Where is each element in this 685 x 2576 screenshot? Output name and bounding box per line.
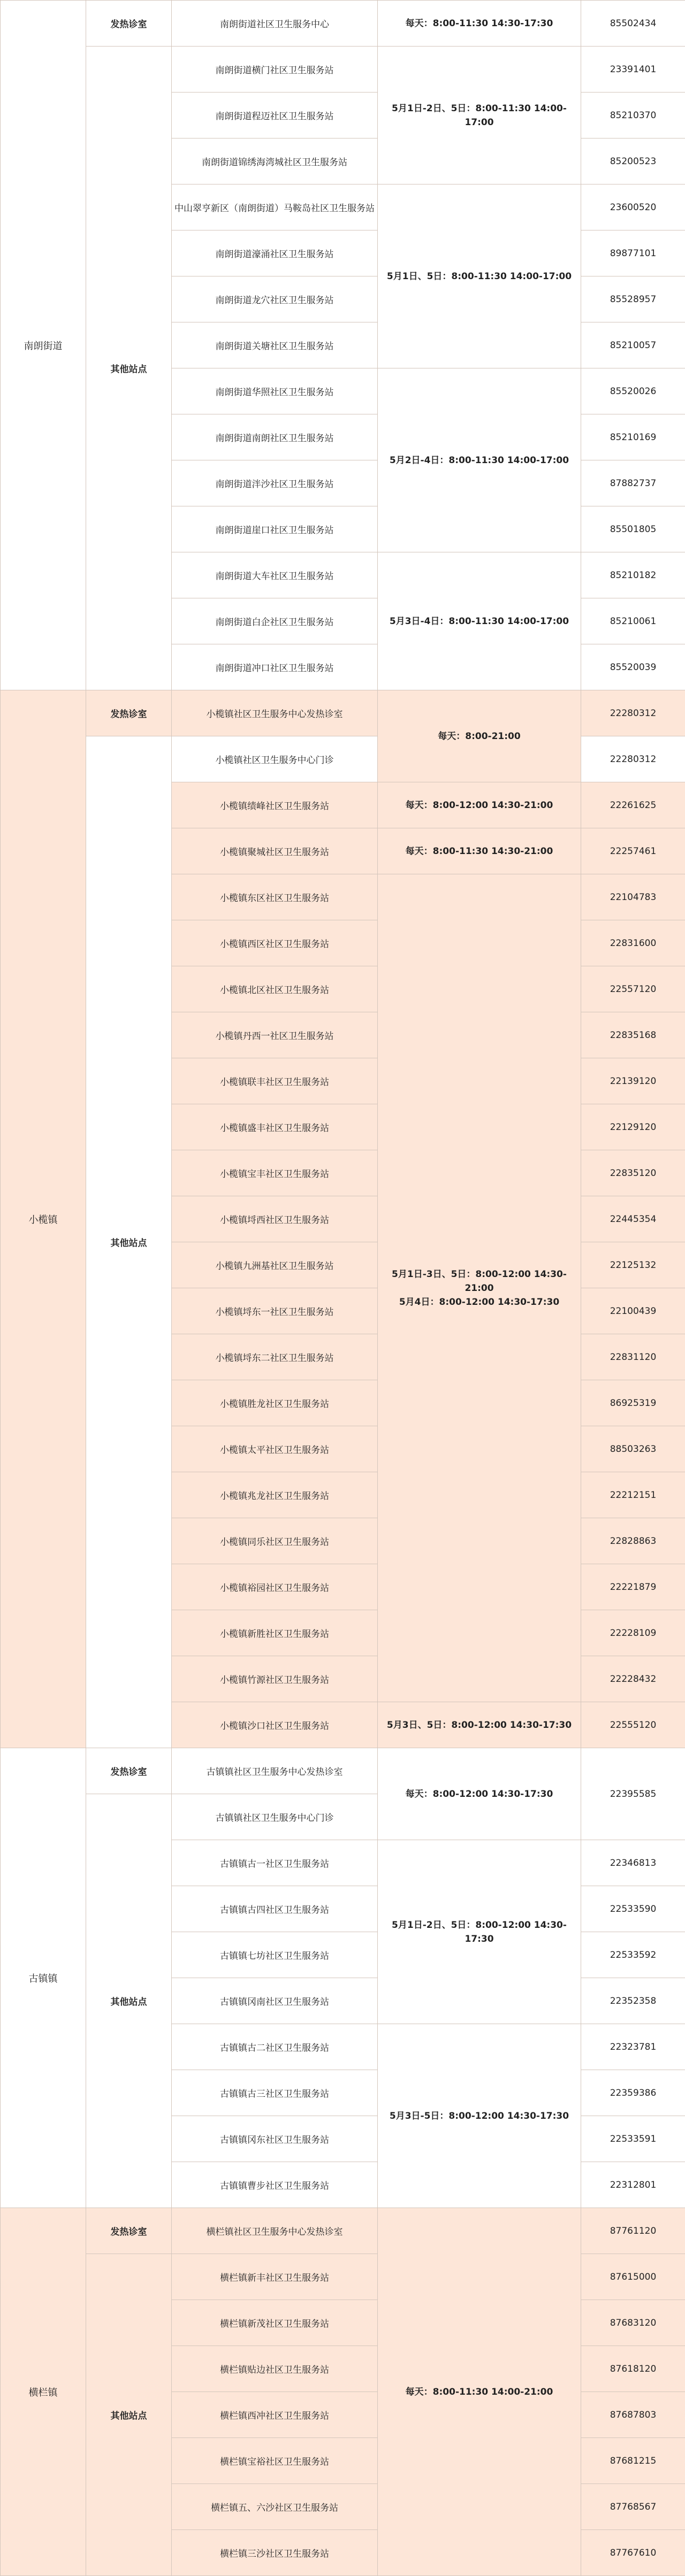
site-name: 小榄镇埒东一社区卫生服务站 <box>172 1288 378 1334</box>
site-name: 南朗街道冲口社区卫生服务站 <box>172 644 378 690</box>
site-name: 古镇镇七坊社区卫生服务站 <box>172 1932 378 1978</box>
phone-number: 22228109 <box>581 1610 685 1656</box>
site-name: 中山翠亨新区（南朗街道）马鞍岛社区卫生服务站 <box>172 184 378 230</box>
site-name: 横栏镇新丰社区卫生服务站 <box>172 2254 378 2300</box>
phone-number: 87882737 <box>581 460 685 506</box>
site-name: 横栏镇三沙社区卫生服务站 <box>172 2530 378 2576</box>
phone-number: 22280312 <box>581 690 685 736</box>
phone-number: 22533590 <box>581 1886 685 1932</box>
site-name: 南朗街道濠涌社区卫生服务站 <box>172 230 378 276</box>
phone-number: 85210182 <box>581 552 685 598</box>
phone-number: 85520039 <box>581 644 685 690</box>
phone-number: 22346813 <box>581 1840 685 1886</box>
table-row <box>1 2208 685 2254</box>
table-row <box>1 1748 685 1794</box>
site-name: 南朗街道关塘社区卫生服务站 <box>172 322 378 368</box>
site-name: 小榄镇竹源社区卫生服务站 <box>172 1656 378 1702</box>
phone-number: 22125132 <box>581 1242 685 1288</box>
phone-number: 85528957 <box>581 276 685 322</box>
service-time: 每天：8:00-21:00 <box>378 690 581 782</box>
service-time: 5月2日-4日：8:00-11:30 14:00-17:00 <box>378 368 581 552</box>
phone-number: 22212151 <box>581 1472 685 1518</box>
phone-number: 87767610 <box>581 2530 685 2576</box>
phone-number: 22261625 <box>581 782 685 828</box>
site-name: 南朗街道横门社区卫生服务站 <box>172 47 378 93</box>
site-name: 小榄镇绩峰社区卫生服务站 <box>172 782 378 828</box>
service-time: 5月1日-2日、5日：8:00-12:00 14:30-17:30 <box>378 1840 581 2024</box>
phone-number: 85210169 <box>581 414 685 460</box>
site-name: 古镇镇冈东社区卫生服务站 <box>172 2116 378 2162</box>
site-name: 小榄镇丹西一社区卫生服务站 <box>172 1012 378 1058</box>
site-name: 南朗街道泮沙社区卫生服务站 <box>172 460 378 506</box>
phone-number: 85501805 <box>581 506 685 552</box>
site-name: 小榄镇西区社区卫生服务站 <box>172 920 378 966</box>
phone-number: 22533591 <box>581 2116 685 2162</box>
site-name: 小榄镇盛丰社区卫生服务站 <box>172 1104 378 1150</box>
site-name: 横栏镇社区卫生服务中心发热诊室 <box>172 2208 378 2254</box>
phone-number: 23600520 <box>581 184 685 230</box>
phone-number: 22831120 <box>581 1334 685 1380</box>
category-fever: 发热诊室 <box>86 1 172 47</box>
phone-number: 22312801 <box>581 2162 685 2208</box>
site-name: 南朗街道程迈社区卫生服务站 <box>172 93 378 139</box>
site-name: 横栏镇五、六沙社区卫生服务站 <box>172 2484 378 2530</box>
phone-number: 86925319 <box>581 1380 685 1426</box>
category-other: 其他站点 <box>86 736 172 1748</box>
category-fever: 发热诊室 <box>86 1748 172 1794</box>
phone-number: 22395585 <box>581 1748 685 1840</box>
service-time-line: 5月4日：8:00-12:00 14:30-17:30 <box>380 1295 579 1309</box>
site-name: 小榄镇同乐社区卫生服务站 <box>172 1518 378 1564</box>
site-name: 小榄镇埒西社区卫生服务站 <box>172 1196 378 1242</box>
site-name: 横栏镇西冲社区卫生服务站 <box>172 2392 378 2438</box>
phone-number: 87618120 <box>581 2346 685 2392</box>
phone-number: 85210057 <box>581 322 685 368</box>
site-name: 小榄镇新胜社区卫生服务站 <box>172 1610 378 1656</box>
site-name: 古镇镇社区卫生服务中心门诊 <box>172 1794 378 1840</box>
phone-number: 22835168 <box>581 1012 685 1058</box>
site-name: 南朗街道南朗社区卫生服务站 <box>172 414 378 460</box>
phone-number: 22555120 <box>581 1702 685 1748</box>
category-other: 其他站点 <box>86 1794 172 2208</box>
site-name: 小榄镇北区社区卫生服务站 <box>172 966 378 1012</box>
phone-number: 87768567 <box>581 2484 685 2530</box>
phone-number: 85200523 <box>581 139 685 184</box>
site-name: 古镇镇古一社区卫生服务站 <box>172 1840 378 1886</box>
category-fever: 发热诊室 <box>86 690 172 736</box>
phone-number: 85502434 <box>581 1 685 47</box>
service-time-line: 5月1日-3日、5日：8:00-12:00 14:30-21:00 <box>380 1267 579 1295</box>
service-time: 5月1日、5日：8:00-11:30 14:00-17:00 <box>378 184 581 368</box>
service-time: 每天：8:00-12:00 14:30-17:30 <box>378 1748 581 1840</box>
street-name: 横栏镇 <box>1 2208 86 2576</box>
phone-number: 85520026 <box>581 368 685 414</box>
phone-number: 22228432 <box>581 1656 685 1702</box>
site-name: 南朗街道华照社区卫生服务站 <box>172 368 378 414</box>
site-name: 小榄镇裕园社区卫生服务站 <box>172 1564 378 1610</box>
service-time: 5月3日、5日：8:00-12:00 14:30-17:30 <box>378 1702 581 1748</box>
site-name: 古镇镇冈南社区卫生服务站 <box>172 1978 378 2024</box>
site-name: 小榄镇宝丰社区卫生服务站 <box>172 1150 378 1196</box>
site-name: 古镇镇古四社区卫生服务站 <box>172 1886 378 1932</box>
phone-number: 22557120 <box>581 966 685 1012</box>
phone-number: 87761120 <box>581 2208 685 2254</box>
phone-number: 85210370 <box>581 93 685 139</box>
table-row <box>1 690 685 736</box>
phone-number: 22257461 <box>581 828 685 874</box>
phone-number: 22280312 <box>581 736 685 782</box>
phone-number: 87687803 <box>581 2392 685 2438</box>
category-fever: 发热诊室 <box>86 2208 172 2254</box>
service-time: 每天：8:00-11:30 14:00-21:00 <box>378 2208 581 2576</box>
phone-number: 22100439 <box>581 1288 685 1334</box>
phone-number: 22445354 <box>581 1196 685 1242</box>
site-name: 古镇镇社区卫生服务中心发热诊室 <box>172 1748 378 1794</box>
phone-number: 23391401 <box>581 47 685 93</box>
site-name: 古镇镇曹步社区卫生服务站 <box>172 2162 378 2208</box>
table-row <box>1 2254 685 2300</box>
phone-number: 22323781 <box>581 2024 685 2070</box>
service-time: 每天：8:00-11:30 14:30-21:00 <box>378 828 581 874</box>
site-name: 小榄镇埒东二社区卫生服务站 <box>172 1334 378 1380</box>
table-row <box>1 47 685 93</box>
street-name: 古镇镇 <box>1 1748 86 2208</box>
phone-number: 22352358 <box>581 1978 685 2024</box>
site-name: 小榄镇太平社区卫生服务站 <box>172 1426 378 1472</box>
site-name: 南朗街道社区卫生服务中心 <box>172 1 378 47</box>
phone-number: 88503263 <box>581 1426 685 1472</box>
service-time <box>378 874 581 1702</box>
phone-number: 22139120 <box>581 1058 685 1104</box>
phone-number: 22533592 <box>581 1932 685 1978</box>
site-name: 小榄镇兆龙社区卫生服务站 <box>172 1472 378 1518</box>
site-name: 南朗街道锦绣海湾城社区卫生服务站 <box>172 139 378 184</box>
site-name: 古镇镇古三社区卫生服务站 <box>172 2070 378 2116</box>
phone-number: 22221879 <box>581 1564 685 1610</box>
site-name: 小榄镇社区卫生服务中心门诊 <box>172 736 378 782</box>
service-time: 5月3日-4日：8:00-11:30 14:00-17:00 <box>378 552 581 690</box>
site-name: 横栏镇新茂社区卫生服务站 <box>172 2300 378 2346</box>
site-name: 南朗街道龙穴社区卫生服务站 <box>172 276 378 322</box>
site-name: 南朗街道崖口社区卫生服务站 <box>172 506 378 552</box>
site-name: 小榄镇聚城社区卫生服务站 <box>172 828 378 874</box>
street-name: 小榄镇 <box>1 690 86 1748</box>
category-other: 其他站点 <box>86 2254 172 2576</box>
phone-number: 22828863 <box>581 1518 685 1564</box>
phone-number: 22831600 <box>581 920 685 966</box>
phone-number: 85210061 <box>581 598 685 644</box>
phone-number: 22359386 <box>581 2070 685 2116</box>
street-name: 南朗街道 <box>1 1 86 690</box>
service-time: 5月3日-5日：8:00-12:00 14:30-17:30 <box>378 2024 581 2208</box>
phone-number: 87615000 <box>581 2254 685 2300</box>
phone-number: 87681215 <box>581 2438 685 2484</box>
service-time: 每天：8:00-12:00 14:30-21:00 <box>378 782 581 828</box>
site-name: 小榄镇联丰社区卫生服务站 <box>172 1058 378 1104</box>
table-row <box>1 736 685 782</box>
category-other: 其他站点 <box>86 47 172 690</box>
phone-number: 22104783 <box>581 874 685 920</box>
site-name: 小榄镇社区卫生服务中心发热诊室 <box>172 690 378 736</box>
site-name: 南朗街道大车社区卫生服务站 <box>172 552 378 598</box>
phone-number: 89877101 <box>581 230 685 276</box>
site-name: 横栏镇宝裕社区卫生服务站 <box>172 2438 378 2484</box>
service-time: 每天：8:00-11:30 14:30-17:30 <box>378 1 581 47</box>
site-name: 小榄镇东区社区卫生服务站 <box>172 874 378 920</box>
phone-number: 22129120 <box>581 1104 685 1150</box>
phone-number: 22835120 <box>581 1150 685 1196</box>
site-name: 小榄镇沙口社区卫生服务站 <box>172 1702 378 1748</box>
site-name: 南朗街道白企社区卫生服务站 <box>172 598 378 644</box>
service-time: 5月1日-2日、5日：8:00-11:30 14:00-17:00 <box>378 47 581 184</box>
site-name: 小榄镇胜龙社区卫生服务站 <box>172 1380 378 1426</box>
table-row <box>1 1 685 47</box>
site-name: 古镇镇古二社区卫生服务站 <box>172 2024 378 2070</box>
site-name: 横栏镇贴边社区卫生服务站 <box>172 2346 378 2392</box>
site-name: 小榄镇九洲基社区卫生服务站 <box>172 1242 378 1288</box>
phone-number: 87683120 <box>581 2300 685 2346</box>
